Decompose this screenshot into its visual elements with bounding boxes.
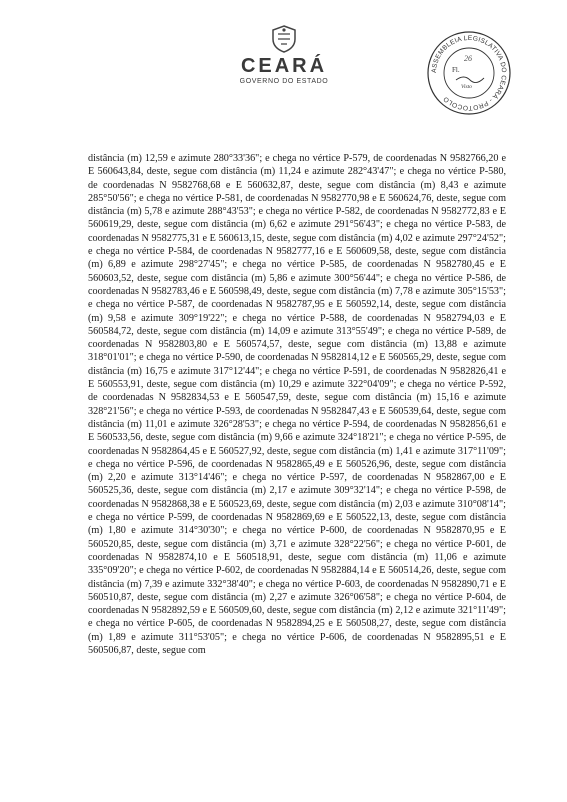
description-paragraph: distância (m) 12,59 e azimute 280°33'36"; e chega no vértice P-579, de coordenadas N 9582766,20 e E 560643,84, deste, segue com distância (m) 11,24 e azimute 282°43'47"; e chega no vértice P-580, de coordenadas N 9582768,68 e E 560632,87, deste, segue com distância (m) 8,43 e azimute 285°50'56"; e chega no vértice P-581, de coordenadas N 9582770,98 e E 560624,76, deste, segue com distância (m) 5,78 e azimute 288°43'53"; e chega no vértice P-582, de coordenadas N 9582772,83 e E 560619,29, deste, segue com distância (m) 6,62 e azimute 291°56'43"; e chega no vértice P-583, de coordenadas N 9582775,31 e E 560613,15, deste, segue com distância (m) 4,02 e azimute 297°24'52"; e chega no vértice P-584, de coordenadas N 9582777,16 e E 560609,58, deste, segue com distância (m) 6,89 e azimute 298°27'45"; e chega no vértice P-585, de coordenadas N 9582780,45 e E 560603,52, deste, segue com distância (m) 5,86 e azimute 300°56'44"; e chega no vértice P-586, de coordenadas N 9582783,46 e E 560598,49, deste, segue com distância (m) 7,78 e azimute 305°15'53"; e chega no vértice P-587, de coordenadas N 9582787,95 e E 560592,14, deste, segue com distância (m) 9,58 e azimute 309°19'22"; e chega no vértice P-588, de coordenadas N 9582794,03 e E 560584,72, deste, segue com distância (m) 14,09 e azimute 313°55'49"; e chega no vértice P-589, de coordenadas N 9582803,80 e E 560574,57, deste, segue com distância (m) 13,88 e azimute 318°01'01"; e chega no vértice P-590, de coordenadas N 9582814,12 e E 560565,29, deste, segue com distância (m) 16,75 e azimute 317°12'44"; e chega no vértice P-591, de coordenadas N 9582826,41 e E 560553,91, deste, segue com distância (m) 10,29 e azimute 322°04'09"; e chega no vértice P-592, de coordenadas N 9582834,53 e E 560547,59, deste, segue com distância (m) 15,16 e azimute 328°21'56"; e chega no vértice P-593, de coordenadas N 9582847,43 e E 560539,64, deste, segue com distância (m) 11,01 e azimute 326°28'53"; e chega no vértice P-594, de coordenadas N 9582856,61 e E 560533,56, deste, segue com distância (m) 9,66 e azimute 324°18'21"; e chega no vértice P-595, de coordenadas N 9582864,45 e E 560527,92, deste, segue com distância (m) 1,41 e azimute 317°11'09"; e chega no vértice P-596, de coordenadas N 9582865,49 e E 560526,96, deste, segue com distância (m) 2,20 e azimute 313°14'46"; e chega no vértice P-597, de coordenadas N 9582867,00 e E 560525,36, deste, segue com distância (m) 2,17 e azimute 309°32'14"; e chega no vértice P-598, de coordenadas N 9582868,38 e E 560523,69, deste, segue com distância (m) 2,03 e azimute 310°08'14"; e chega no vértice P-599, de coordenadas N 9582869,69 e E 560522,13, deste, segue com distância (m) 1,80 e azimute 314°30'30"; e chega no vértice P-600, de coordenadas N 9582870,95 e E 560520,85, deste, segue com distância (m) 3,71 e azimute 328°22'56"; e chega no vértice P-601, de coordenadas N 9582874,10 e E 560518,91, deste, segue com distância (m) 11,06 e azimute 335°09'20"; e chega no vértice P-602, de coordenadas N 9582884,14 e E 560514,26, deste, segue com distância (m) 7,39 e azimute 332°38'40"; e chega no vértice P-603, de coordenadas N 9582890,71 e E 560510,87, deste, segue com distância (m) 2,27 e azimute 326°06'58"; e chega no vértice P-604, de coordenadas N 9582892,59 e E 560509,60, deste, segue com distância (m) 2,12 e azimute 321°11'49"; e chega no vértice P-605, de coordenadas N 9582894,25 e E 560508,27, deste, segue com distância (m) 1,89 e azimute 311°53'05"; e chega no vértice P-606, de coordenadas N 9582895,51 e E 560506,87, deste, segue com: [88, 153, 506, 656]
stamp-signature: [456, 77, 484, 83]
state-crest-icon: [269, 24, 299, 54]
document-body: [88, 152, 506, 657]
svg-text:ASSEMBLEIA LEGISLATIVA DO CEAR: [431, 35, 507, 111]
protocol-stamp-icon: [426, 30, 512, 116]
government-subtitle: GOVERNO DO ESTADO: [239, 78, 329, 85]
stamp-page-number: 26: [464, 54, 472, 63]
stamp-visto-label: Visto: [461, 84, 472, 90]
brand-title: CEARÁ: [240, 55, 328, 77]
page-header: [0, 0, 567, 110]
stamp-fl-label: Fl.: [452, 66, 460, 74]
stamp-ring-text: ASSEMBLEIA LEGISLATIVA DO CEARÁ - PROTOCOLO: [430, 34, 508, 112]
